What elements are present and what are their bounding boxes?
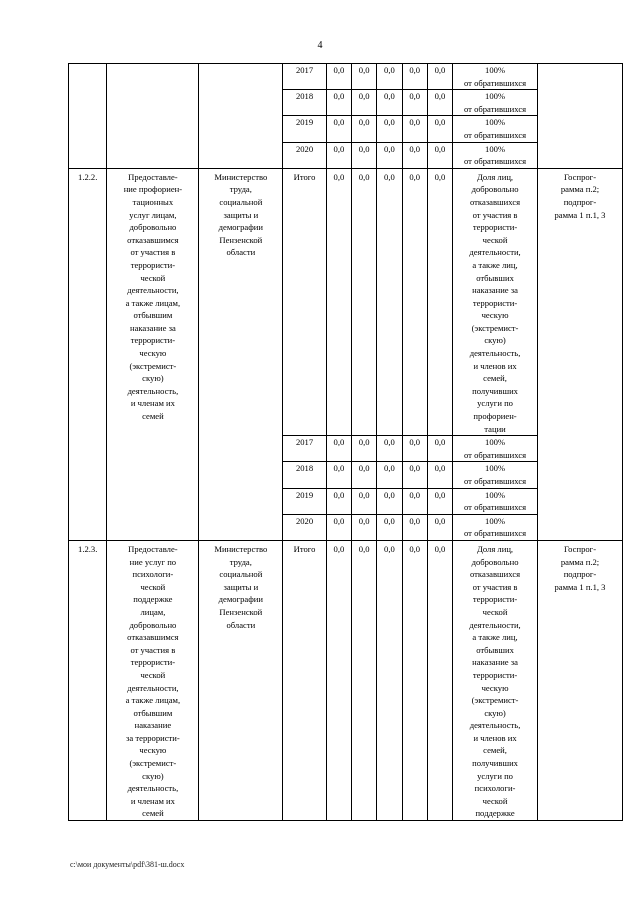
value-cell: 0,0	[377, 116, 402, 142]
percent-cell: 100% от обратившихся	[453, 64, 538, 90]
value-cell: 0,0	[352, 142, 377, 168]
footer-file-path: c:\мои документы\pdf\381-ш.docx	[70, 860, 185, 869]
program-link-cell	[538, 64, 623, 169]
value-cell: 0,0	[377, 168, 402, 435]
value-cell: 0,0	[352, 168, 377, 435]
executor-cell: Министерство труда, социальной защиты и демографии Пензенской области	[199, 540, 283, 820]
value-cell: 0,0	[402, 168, 427, 435]
value-cell: 0,0	[352, 64, 377, 90]
value-cell: 0,0	[402, 142, 427, 168]
value-cell: 0,0	[352, 90, 377, 116]
value-cell: 0,0	[427, 64, 452, 90]
year-cell: 2017	[283, 436, 326, 462]
value-cell: 0,0	[326, 168, 351, 435]
value-cell: 0,0	[377, 488, 402, 514]
percent-cell: 100% от обратившихся	[453, 436, 538, 462]
program-table	[68, 63, 623, 821]
value-cell: 0,0	[402, 436, 427, 462]
executor-cell	[199, 64, 283, 169]
value-cell: 0,0	[326, 116, 351, 142]
program-link-cell: Госпрог- рамма п.2; подпрог- рамма 1 п.1, 3	[538, 540, 623, 820]
value-cell: 0,0	[326, 540, 351, 820]
value-cell: 0,0	[326, 142, 351, 168]
value-cell: 0,0	[427, 90, 452, 116]
percent-cell: 100% от обратившихся	[453, 514, 538, 540]
year-cell: Итого	[283, 168, 326, 435]
percent-cell: 100% от обратившихся	[453, 488, 538, 514]
value-cell: 0,0	[402, 514, 427, 540]
value-cell: 0,0	[352, 514, 377, 540]
value-cell: 0,0	[402, 540, 427, 820]
value-cell: 0,0	[377, 540, 402, 820]
percent-cell: 100% от обратившихся	[453, 142, 538, 168]
value-cell: 0,0	[352, 488, 377, 514]
value-cell: 0,0	[427, 142, 452, 168]
value-cell: 0,0	[402, 116, 427, 142]
value-cell: 0,0	[427, 514, 452, 540]
value-cell: 0,0	[352, 462, 377, 488]
value-cell: 0,0	[402, 488, 427, 514]
indicator-cell: Доля лиц, добровольно отказавшихся от участия в террористи- ческой деятельности, а также лиц, отбывших наказание за террористи- ческую (экстремист- скую) деятельность, и членов их семей, получивших услуги по профориен- тации	[453, 168, 538, 435]
program-link-cell: Госпрог- рамма п.2; подпрог- рамма 1 п.1, 3	[538, 168, 623, 540]
table-row	[69, 540, 623, 820]
value-cell: 0,0	[326, 514, 351, 540]
year-cell: 2019	[283, 488, 326, 514]
year-cell: 2018	[283, 462, 326, 488]
year-cell: 2018	[283, 90, 326, 116]
description-cell	[107, 64, 199, 169]
page-number: 4	[317, 40, 323, 51]
value-cell: 0,0	[377, 90, 402, 116]
value-cell: 0,0	[402, 462, 427, 488]
value-cell: 0,0	[377, 64, 402, 90]
value-cell: 0,0	[326, 462, 351, 488]
percent-cell: 100% от обратившихся	[453, 116, 538, 142]
value-cell: 0,0	[427, 540, 452, 820]
value-cell: 0,0	[377, 462, 402, 488]
year-cell: 2017	[283, 64, 326, 90]
indicator-cell: Доля лиц, добровольно отказавшихся от участия в террористи- ческой деятельности, а также лиц, отбывших наказание за террористи- ческую (экстремист- скую) деятельность, и членов их семей, получивших услуги по психологи- ческой поддержке	[453, 540, 538, 820]
value-cell: 0,0	[427, 488, 452, 514]
value-cell: 0,0	[402, 64, 427, 90]
value-cell: 0,0	[402, 90, 427, 116]
value-cell: 0,0	[352, 116, 377, 142]
year-cell: 2020	[283, 142, 326, 168]
value-cell: 0,0	[352, 540, 377, 820]
executor-cell: Министерство труда, социальной защиты и демографии Пензенской области	[199, 168, 283, 540]
year-cell: Итого	[283, 540, 326, 820]
item-number-cell: 1.2.3.	[69, 540, 107, 820]
value-cell: 0,0	[427, 436, 452, 462]
year-cell: 2019	[283, 116, 326, 142]
value-cell: 0,0	[377, 514, 402, 540]
year-cell: 2020	[283, 514, 326, 540]
value-cell: 0,0	[377, 436, 402, 462]
percent-cell: 100% от обратившихся	[453, 462, 538, 488]
value-cell: 0,0	[326, 90, 351, 116]
value-cell: 0,0	[326, 488, 351, 514]
value-cell: 0,0	[326, 64, 351, 90]
table-row	[69, 168, 623, 435]
value-cell: 0,0	[427, 462, 452, 488]
percent-cell: 100% от обратившихся	[453, 90, 538, 116]
value-cell: 0,0	[427, 116, 452, 142]
value-cell: 0,0	[352, 436, 377, 462]
table-row	[69, 64, 623, 90]
item-number-cell	[69, 64, 107, 169]
value-cell: 0,0	[427, 168, 452, 435]
description-cell: Предоставле- ние профориен- тационных услуг лицам, добровольно отказавшимся от участия в террористи- ческой деятельности, а также лицам, отбывшим наказание за террористи- ческую (экстремист- скую) деятельность, и членам их семей	[107, 168, 199, 540]
item-number-cell: 1.2.2.	[69, 168, 107, 540]
description-cell: Предоставле- ние услуг по психологи- ческой поддержке лицам, добровольно отказавшимся от участия в террористи- ческой деятельности, а также лицам, отбывшим наказание за террористи- ческую (экстремист- скую) деятельность, и членам их семей	[107, 540, 199, 820]
value-cell: 0,0	[326, 436, 351, 462]
value-cell: 0,0	[377, 142, 402, 168]
